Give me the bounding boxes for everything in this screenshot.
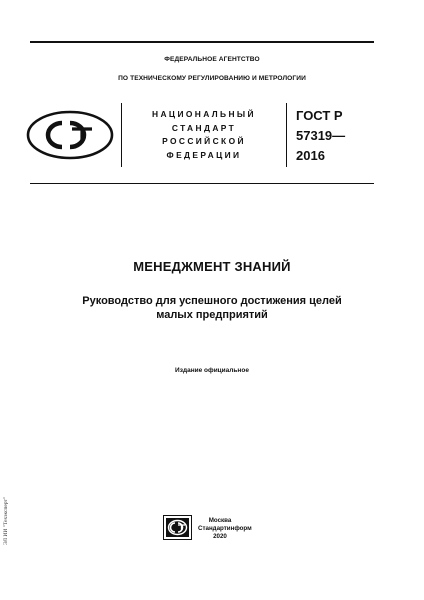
document-title: МЕНЕДЖМЕНТ ЗНАНИЙ	[133, 259, 291, 274]
document-subtitle	[0, 294, 424, 322]
publisher-name: Стандартинформ	[198, 525, 252, 532]
nat-line: НАЦИОНАЛЬНЫЙ	[152, 109, 256, 119]
nat-line: ФЕДЕРАЦИИ	[166, 149, 242, 160]
gost-line: 2016	[296, 148, 325, 163]
national-standard-label	[134, 108, 274, 162]
gost-r-seal-icon	[26, 110, 114, 160]
gost-line: 57319—	[296, 128, 346, 143]
standartinform-logo-icon	[163, 515, 192, 540]
bottom-rule	[30, 183, 374, 184]
publisher-year: 2020	[213, 533, 227, 540]
side-watermark-text: ЭЛ ИИ "Техэксперт"	[3, 496, 9, 545]
divider-seal	[121, 103, 122, 167]
nat-line: СТАНДАРТ	[171, 122, 237, 133]
standard-number	[296, 106, 345, 166]
subtitle-line: малых предприятий	[156, 309, 268, 321]
agency-line-2: ПО ТЕХНИЧЕСКОМУ РЕГУЛИРОВАНИЮ И МЕТРОЛОГИИ	[118, 75, 306, 82]
subtitle-line: Руководство для успешного достижения целей	[82, 295, 342, 307]
nat-line: РОССИЙСКОЙ	[162, 136, 246, 146]
publisher-info	[198, 517, 252, 541]
gost-line: ГОСТ Р	[296, 108, 343, 123]
top-rule	[30, 41, 374, 43]
publisher-city: Москва	[208, 517, 232, 524]
divider-gost	[286, 103, 287, 167]
agency-line-1: ФЕДЕРАЛЬНОЕ АГЕНТСТВО	[164, 56, 260, 63]
edition-label: Издание официальное	[175, 367, 249, 374]
